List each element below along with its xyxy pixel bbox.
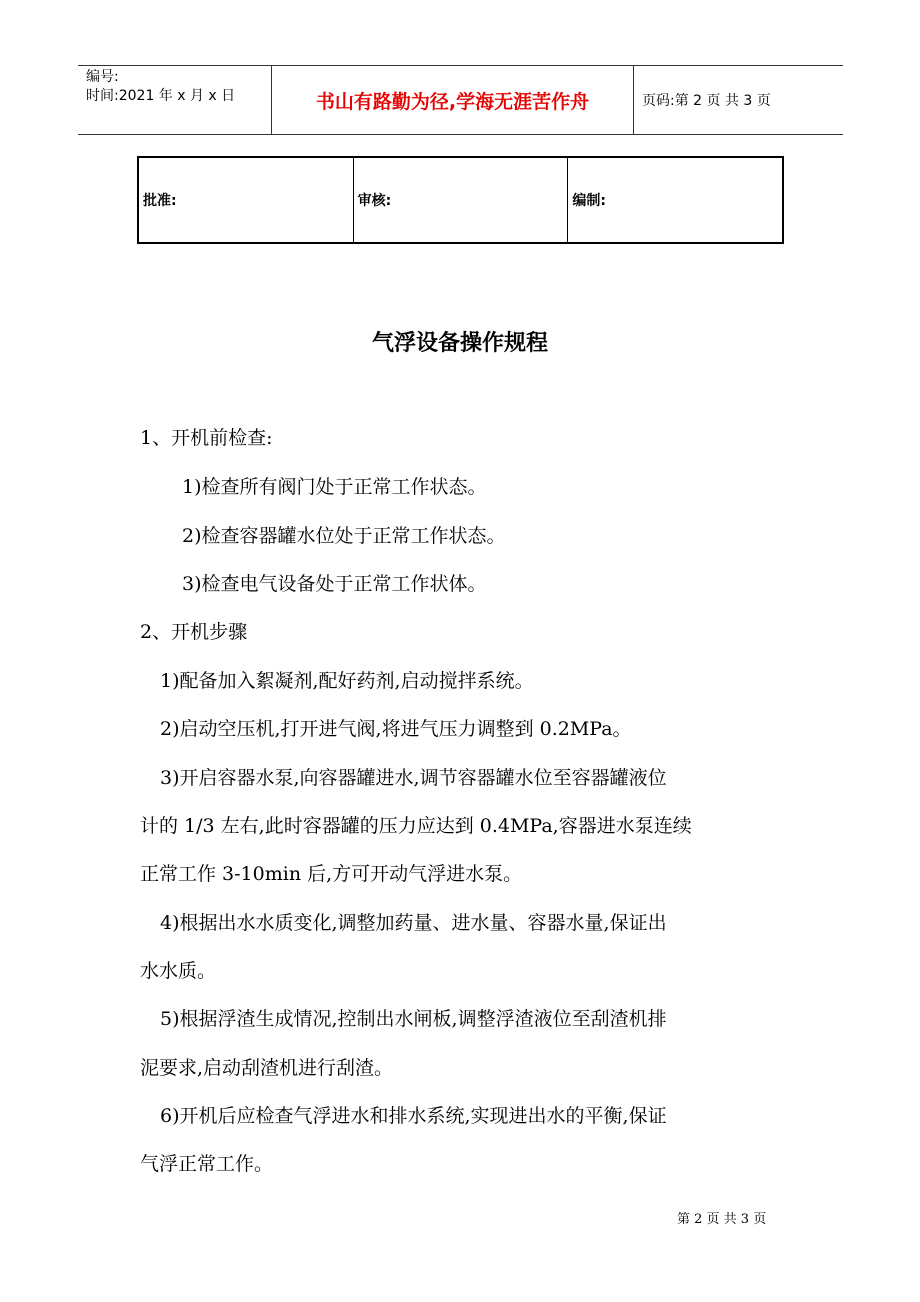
approve-cell: 批准: <box>143 193 177 209</box>
approval-table <box>137 156 784 244</box>
list-item: 3)开启容器水泵,向容器罐进水,调节容器罐水位至容器罐液位 <box>160 767 667 789</box>
list-item: 1)检查所有阀门处于正常工作状态。 <box>182 476 487 498</box>
document-date: 时间:2021 年 x 月 x 日 <box>86 88 236 104</box>
page-header <box>78 65 843 135</box>
paragraph-line: 气浮正常工作。 <box>140 1153 274 1175</box>
list-item: 5)根据浮渣生成情况,控制出水闸板,调整浮渣液位至刮渣机排 <box>160 1008 667 1030</box>
paragraph-line: 计的 1/3 左右,此时容器罐的压力应达到 0.4MPa,容器进水泵连续 <box>140 815 692 837</box>
list-item: 2)检查容器罐水位处于正常工作状态。 <box>182 525 506 547</box>
review-cell: 审核: <box>353 158 568 242</box>
list-item: 6)开机后应检查气浮进水和排水系统,实现进出水的平衡,保证 <box>160 1105 667 1127</box>
list-item: 2)启动空压机,打开进气阀,将进气压力调整到 0.2MPa。 <box>160 718 632 740</box>
section-heading: 1、开机前检查: <box>140 427 273 449</box>
document-number-label: 编号: <box>86 69 119 85</box>
paragraph-line: 泥要求,启动刮渣机进行刮渣。 <box>140 1057 394 1079</box>
list-item: 4)根据出水水质变化,调整加药量、进水量、容器水量,保证出 <box>160 912 667 934</box>
section-heading: 2、开机步骤 <box>140 621 248 643</box>
paragraph-line: 水水质。 <box>140 960 217 982</box>
prepare-cell: 编制: <box>567 158 782 242</box>
list-item: 3)检查电气设备处于正常工作状体。 <box>182 573 487 595</box>
header-motto: 书山有路勤为径,学海无涯苦作舟 <box>272 66 634 134</box>
header-meta <box>78 66 272 134</box>
page-footer: 第 2 页 共 3 页 <box>677 1212 767 1227</box>
document-title: 气浮设备操作规程 <box>371 331 548 356</box>
header-page-info: 页码:第 2 页 共 3 页 <box>642 93 771 109</box>
paragraph-line: 正常工作 3-10min 后,方可开动气浮进水泵。 <box>140 863 523 885</box>
list-item: 1)配备加入絮凝剂,配好药剂,启动搅拌系统。 <box>160 670 534 692</box>
